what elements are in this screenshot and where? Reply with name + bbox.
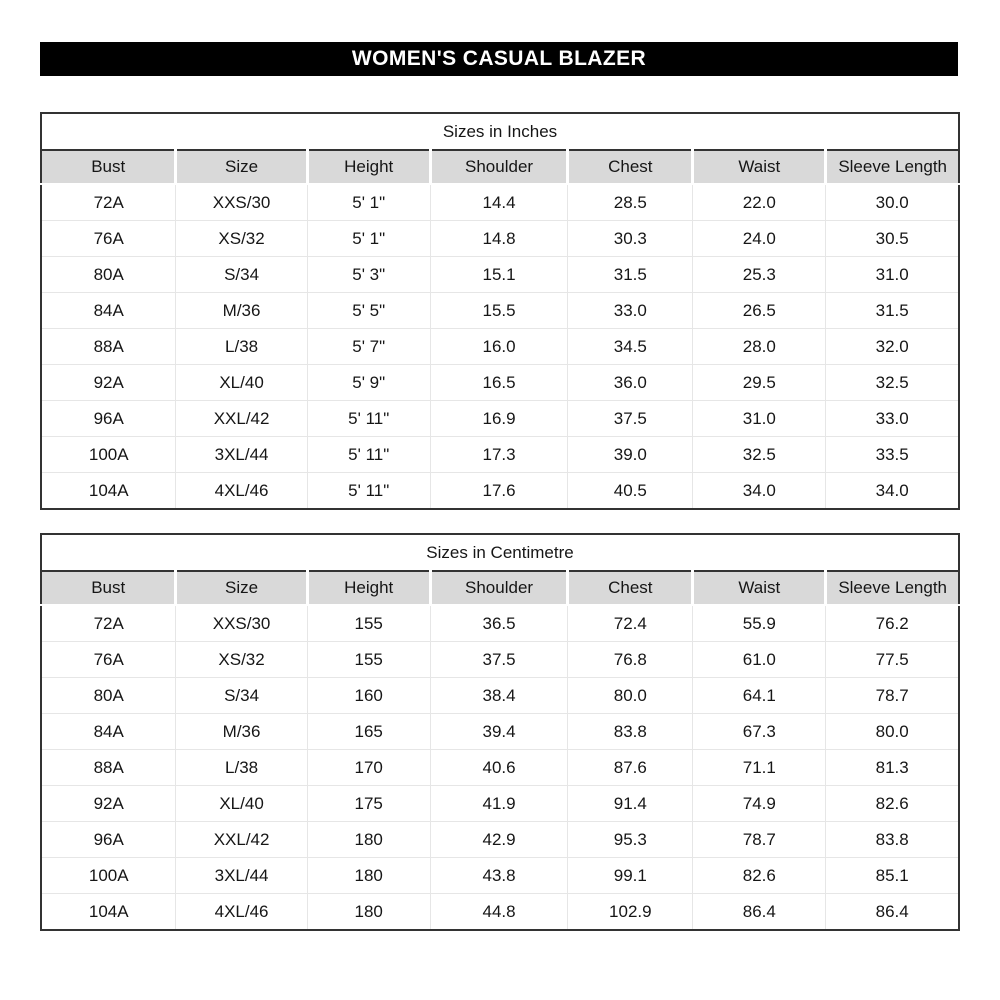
table-cell: 86.4 xyxy=(693,894,826,931)
table-cell: 3XL/44 xyxy=(176,858,307,894)
table-cell: 31.5 xyxy=(568,257,693,293)
table-cell: M/36 xyxy=(176,293,307,329)
table-cell: 15.1 xyxy=(430,257,568,293)
product-title: WOMEN'S CASUAL BLAZER xyxy=(351,47,647,70)
table-cell: 86.4 xyxy=(826,894,959,931)
table-cell: 82.6 xyxy=(693,858,826,894)
table-cell: 82.6 xyxy=(826,786,959,822)
column-header: Shoulder xyxy=(430,571,568,605)
table-cell: 5' 5" xyxy=(307,293,430,329)
table-cell: 39.4 xyxy=(430,714,568,750)
table-row xyxy=(41,473,959,510)
table-cell: 32.5 xyxy=(826,365,959,401)
column-header-row xyxy=(41,150,959,184)
table-row xyxy=(41,184,959,221)
column-header: Bust xyxy=(41,571,176,605)
table-cell: 84A xyxy=(41,293,176,329)
table-cell: 5' 9" xyxy=(307,365,430,401)
table-cell: 170 xyxy=(307,750,430,786)
table-cell: 100A xyxy=(41,437,176,473)
table-row xyxy=(41,894,959,931)
table-cell: 16.5 xyxy=(430,365,568,401)
table-cell: 91.4 xyxy=(568,786,693,822)
table-cell: 31.0 xyxy=(693,401,826,437)
table-cell: 96A xyxy=(41,822,176,858)
table-cell: 30.0 xyxy=(826,184,959,221)
table-cell: 77.5 xyxy=(826,642,959,678)
table-cell: 76.8 xyxy=(568,642,693,678)
table-cell: XXL/42 xyxy=(176,822,307,858)
table-cell: 104A xyxy=(41,473,176,510)
table-cell: 96A xyxy=(41,401,176,437)
table-cell: 84A xyxy=(41,714,176,750)
table-cell: 4XL/46 xyxy=(176,473,307,510)
table-cell: 38.4 xyxy=(430,678,568,714)
table-cell: 4XL/46 xyxy=(176,894,307,931)
table-cell: 55.9 xyxy=(693,605,826,642)
table-cell: 64.1 xyxy=(693,678,826,714)
table-cell: 40.6 xyxy=(430,750,568,786)
table-cell: 26.5 xyxy=(693,293,826,329)
table-cell: XS/32 xyxy=(176,642,307,678)
table-cell: 28.0 xyxy=(693,329,826,365)
table-cell: 92A xyxy=(41,365,176,401)
table-cell: 67.3 xyxy=(693,714,826,750)
column-header: Chest xyxy=(568,150,693,184)
column-header: Height xyxy=(307,150,430,184)
table-cell: 88A xyxy=(41,329,176,365)
table-cell: 80A xyxy=(41,257,176,293)
table-cell: 34.0 xyxy=(826,473,959,510)
table-cell: XL/40 xyxy=(176,365,307,401)
product-title-banner xyxy=(40,42,958,76)
table-cell: 5' 11" xyxy=(307,437,430,473)
table-cell: 72A xyxy=(41,184,176,221)
table-cell: 76A xyxy=(41,642,176,678)
table-cell: 180 xyxy=(307,858,430,894)
table-cell: 180 xyxy=(307,822,430,858)
table-row xyxy=(41,221,959,257)
column-header: Bust xyxy=(41,150,176,184)
table-cell: 32.0 xyxy=(826,329,959,365)
column-header: Waist xyxy=(693,571,826,605)
table-cell: 83.8 xyxy=(826,822,959,858)
table-cell: 5' 11" xyxy=(307,473,430,510)
table-row xyxy=(41,678,959,714)
column-header: Chest xyxy=(568,571,693,605)
table-cell: 104A xyxy=(41,894,176,931)
column-header: Sleeve Length xyxy=(826,150,959,184)
table-cell: 40.5 xyxy=(568,473,693,510)
table-cell: 72.4 xyxy=(568,605,693,642)
table-cell: 28.5 xyxy=(568,184,693,221)
table-row xyxy=(41,293,959,329)
table-cell: 32.5 xyxy=(693,437,826,473)
table-cell: 14.8 xyxy=(430,221,568,257)
table-cell: 95.3 xyxy=(568,822,693,858)
table-cell: 71.1 xyxy=(693,750,826,786)
table-cell: 37.5 xyxy=(430,642,568,678)
table-cell: 5' 1" xyxy=(307,184,430,221)
sizes-in-centimetre-table xyxy=(40,533,960,931)
table-cell: 74.9 xyxy=(693,786,826,822)
table-cell: 29.5 xyxy=(693,365,826,401)
table-cell: 36.0 xyxy=(568,365,693,401)
table-cell: M/36 xyxy=(176,714,307,750)
table-row xyxy=(41,714,959,750)
table-row xyxy=(41,257,959,293)
table-cell: 80A xyxy=(41,678,176,714)
table-cell: 17.6 xyxy=(430,473,568,510)
table-row xyxy=(41,786,959,822)
table-cell: S/34 xyxy=(176,257,307,293)
table-cell: 44.8 xyxy=(430,894,568,931)
table-cell: 102.9 xyxy=(568,894,693,931)
table-cell: 80.0 xyxy=(568,678,693,714)
table-cell: 31.5 xyxy=(826,293,959,329)
table-cell: 16.0 xyxy=(430,329,568,365)
table-cell: 31.0 xyxy=(826,257,959,293)
table-cell: 76.2 xyxy=(826,605,959,642)
table-cell: 30.5 xyxy=(826,221,959,257)
table-row xyxy=(41,437,959,473)
table-cell: S/34 xyxy=(176,678,307,714)
table-cell: 87.6 xyxy=(568,750,693,786)
table-cell: 33.0 xyxy=(568,293,693,329)
table-cell: 3XL/44 xyxy=(176,437,307,473)
column-header: Shoulder xyxy=(430,150,568,184)
table-row xyxy=(41,329,959,365)
table-cell: XL/40 xyxy=(176,786,307,822)
table-cell: 17.3 xyxy=(430,437,568,473)
table-cell: 5' 3" xyxy=(307,257,430,293)
table-cell: 175 xyxy=(307,786,430,822)
table-cell: 165 xyxy=(307,714,430,750)
table-cell: L/38 xyxy=(176,750,307,786)
table-cell: 5' 7" xyxy=(307,329,430,365)
table-cell: 155 xyxy=(307,642,430,678)
table-cell: 78.7 xyxy=(693,822,826,858)
table-cell: 24.0 xyxy=(693,221,826,257)
table-cell: L/38 xyxy=(176,329,307,365)
table-title-row xyxy=(41,534,959,571)
table-cell: 5' 1" xyxy=(307,221,430,257)
table-title: Sizes in Inches xyxy=(41,113,959,150)
table-row xyxy=(41,365,959,401)
table-cell: 83.8 xyxy=(568,714,693,750)
table-row xyxy=(41,642,959,678)
table-cell: 25.3 xyxy=(693,257,826,293)
table-cell: 33.0 xyxy=(826,401,959,437)
column-header-row xyxy=(41,571,959,605)
table-row xyxy=(41,822,959,858)
table-title: Sizes in Centimetre xyxy=(41,534,959,571)
table-cell: XXS/30 xyxy=(176,605,307,642)
table-title-row xyxy=(41,113,959,150)
table-cell: 14.4 xyxy=(430,184,568,221)
table-cell: XXL/42 xyxy=(176,401,307,437)
table-cell: 100A xyxy=(41,858,176,894)
table-cell: 36.5 xyxy=(430,605,568,642)
table-cell: 5' 11" xyxy=(307,401,430,437)
table-cell: 180 xyxy=(307,894,430,931)
table-cell: 41.9 xyxy=(430,786,568,822)
table-cell: 155 xyxy=(307,605,430,642)
table-cell: 22.0 xyxy=(693,184,826,221)
table-cell: 99.1 xyxy=(568,858,693,894)
table-cell: 160 xyxy=(307,678,430,714)
column-header: Sleeve Length xyxy=(826,571,959,605)
table-cell: 15.5 xyxy=(430,293,568,329)
table-cell: 39.0 xyxy=(568,437,693,473)
table-cell: 43.8 xyxy=(430,858,568,894)
table-cell: 34.5 xyxy=(568,329,693,365)
table-cell: 80.0 xyxy=(826,714,959,750)
table-cell: 34.0 xyxy=(693,473,826,510)
table-row xyxy=(41,401,959,437)
table-cell: 72A xyxy=(41,605,176,642)
table-cell: XXS/30 xyxy=(176,184,307,221)
table-cell: 78.7 xyxy=(826,678,959,714)
table-row xyxy=(41,605,959,642)
table-row xyxy=(41,858,959,894)
table-cell: 61.0 xyxy=(693,642,826,678)
table-cell: 42.9 xyxy=(430,822,568,858)
table-row xyxy=(41,750,959,786)
column-header: Size xyxy=(176,150,307,184)
sizes-in-inches-table xyxy=(40,112,960,510)
table-cell: 37.5 xyxy=(568,401,693,437)
table-cell: 76A xyxy=(41,221,176,257)
column-header: Waist xyxy=(693,150,826,184)
table-cell: 33.5 xyxy=(826,437,959,473)
table-cell: 88A xyxy=(41,750,176,786)
column-header: Height xyxy=(307,571,430,605)
column-header: Size xyxy=(176,571,307,605)
table-cell: 30.3 xyxy=(568,221,693,257)
table-cell: XS/32 xyxy=(176,221,307,257)
table-cell: 85.1 xyxy=(826,858,959,894)
table-cell: 16.9 xyxy=(430,401,568,437)
table-cell: 92A xyxy=(41,786,176,822)
table-cell: 81.3 xyxy=(826,750,959,786)
